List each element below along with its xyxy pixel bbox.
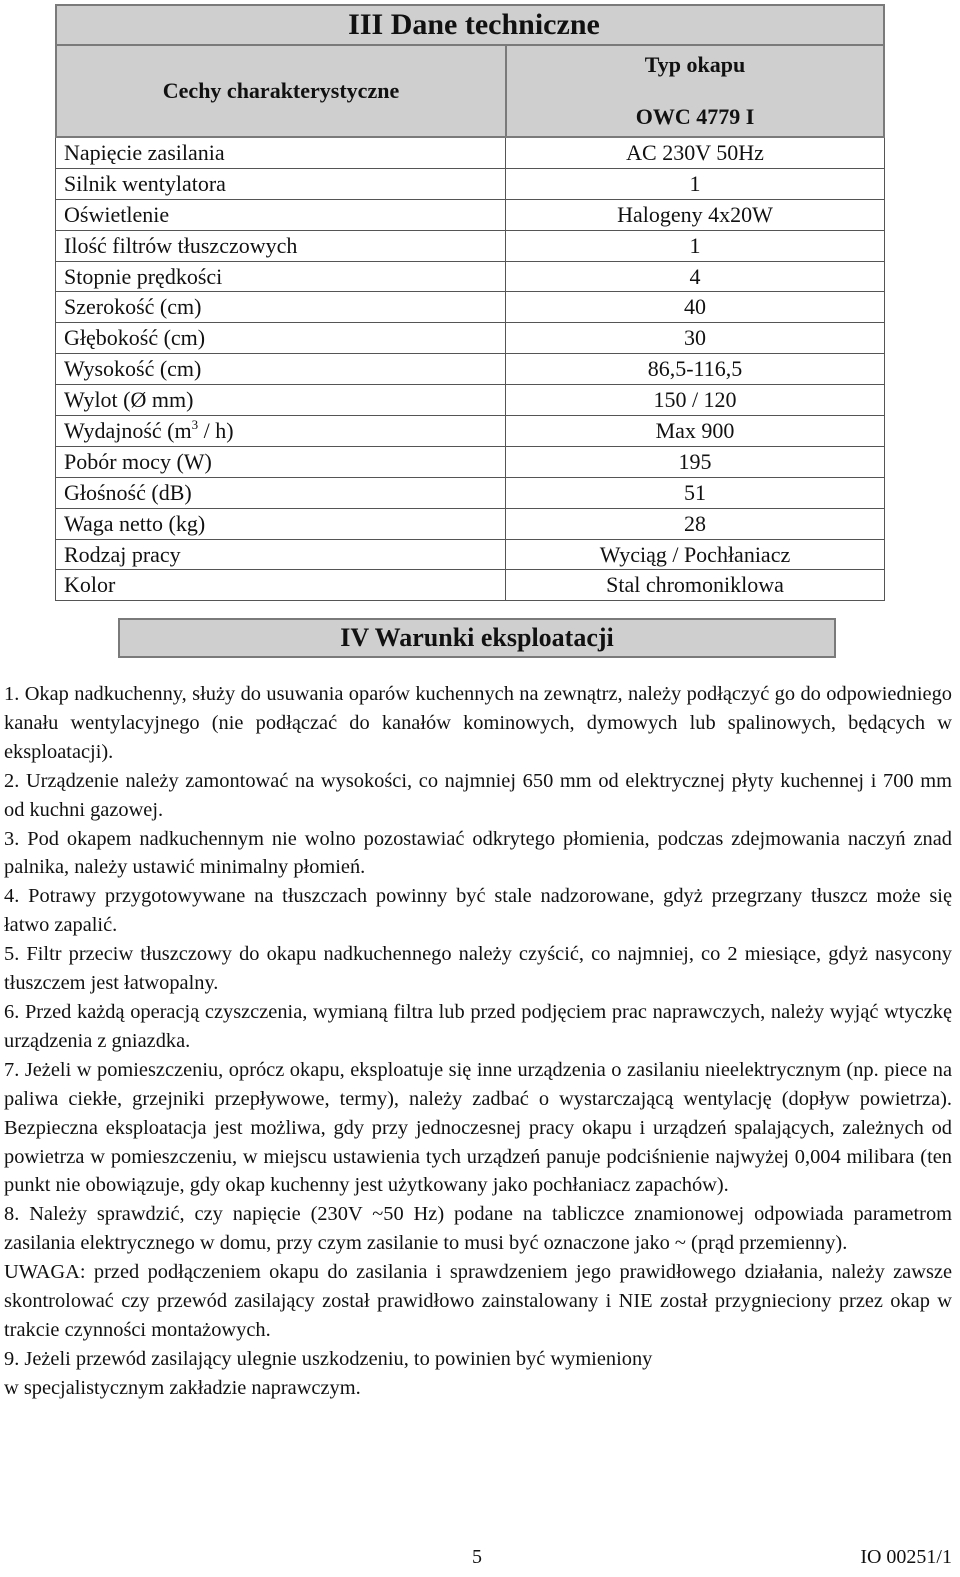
- row-label: [56, 416, 506, 446]
- table-row: [56, 291, 884, 322]
- row-value: 150 / 120: [653, 387, 737, 413]
- operating-conditions-text: [4, 680, 952, 1403]
- table-row: [56, 446, 884, 477]
- row-label: Silnik wentylatora: [56, 169, 506, 199]
- table-header: [55, 46, 885, 138]
- row-value: 195: [678, 448, 712, 474]
- paragraph: w specjalistycznym zakładzie naprawczym.: [4, 1376, 361, 1399]
- header-model-name: OWC 4779 I: [635, 104, 755, 129]
- row-value: Stal chromoniklowa: [606, 572, 784, 598]
- row-label: Rodzaj pracy: [56, 540, 506, 570]
- table-row: [56, 138, 884, 168]
- table-row: [56, 353, 884, 384]
- section-title-technical-data: III Dane techniczne: [55, 4, 885, 46]
- row-label: Wysokość (cm): [56, 354, 506, 384]
- table-row: [56, 168, 884, 199]
- table-row: [56, 199, 884, 230]
- table-row: [56, 508, 884, 539]
- row-label: Napięcie zasilania: [56, 138, 506, 168]
- row-value: 1: [689, 170, 701, 196]
- header-hood-type: [507, 46, 883, 136]
- paragraph: 2. Urządzenie należy zamontować na wysokości, co najmniej 650 mm od elektrycznej płyty kuchennej i 700 mm od kuchni gazowej.: [4, 769, 952, 821]
- paragraph: 1. Okap nadkuchenny, służy do usuwania oparów kuchennych na zewnątrz, należy podłączyć go do odpowiedniego kanału wentylacyjnego (nie podłączać do kanałów kominowych, dymowych lub spalinowych, będących w eksploatacji).: [4, 683, 952, 763]
- document-code: IO 00251/1: [860, 1546, 952, 1568]
- row-value: 86,5-116,5: [647, 356, 743, 382]
- row-label: Stopnie prędkości: [56, 262, 506, 292]
- row-label: Ilość filtrów tłuszczowych: [56, 231, 506, 261]
- paragraph: 4. Potrawy przygotowywane na tłuszczach powinny być stale nadzorowane, gdyż przegrzany tłuszcz może się łatwo zapalić.: [4, 885, 952, 937]
- row-value: 30: [684, 325, 706, 351]
- row-value: Max 900: [655, 418, 735, 444]
- row-label: Szerokość (cm): [56, 292, 506, 322]
- row-value: 51: [684, 479, 706, 505]
- row-value: AC 230V 50Hz: [626, 140, 764, 165]
- row-label: Pobór mocy (W): [56, 447, 506, 477]
- table-row: [56, 384, 884, 415]
- row-value: 1: [689, 232, 701, 258]
- row-label: Wylot (Ø mm): [56, 385, 506, 415]
- table-row: [56, 230, 884, 261]
- row-value: Halogeny 4x20W: [617, 201, 773, 227]
- table-row: [56, 539, 884, 570]
- paragraph: 3. Pod okapem nadkuchennym nie wolno pozostawiać odkrytego płomienia, podczas zdejmowania naczyń znad palnika, należy ustawić minimalny płomień.: [4, 827, 952, 879]
- paragraph: 8. Należy sprawdzić, czy napięcie (230V ~50 Hz) podane na tabliczce znamionowej odpowiada parametrom zasilania elektrycznego w domu, przy czym zasilanie to musi być oznaczone jako ~ (prąd przemienny).: [4, 1203, 952, 1255]
- table-row: [56, 569, 884, 600]
- row-label: Kolor: [56, 570, 506, 600]
- section-title-operating-conditions: IV Warunki eksploatacji: [118, 618, 836, 658]
- row-label: Głośność (dB): [56, 478, 506, 508]
- table-row: [56, 477, 884, 508]
- paragraph: 7. Jeżeli w pomieszczeniu, oprócz okapu, eksploatuje się inne urządzenia o zasilaniu nieelektrycznym (np. piece na paliwa ciekłe, grzejniki przepływowe, termy), należy zadbać o wystarczającą wentylację (dopływ powietrza). Bezpieczna eksploatacja jest możliwa, gdy przy jednoczesnej pracy okapu i urządzeń spalających, zależnych od powietrza w pomieszczeniu, w miejscu ustawienia tych urządzeń panuje podciśnienie najwyżej 0,004 milibara (ten punkt nie obowiązuje, gdy okap kuchenny jest użytkowany jako pochłaniacz zapachów).: [4, 1058, 952, 1197]
- paragraph: 6. Przed każdą operacją czyszczenia, wymianą filtra lub przed podjęciem prac naprawczych, należy wyjąć wtyczkę urządzenia z gniazdka.: [4, 1000, 952, 1052]
- row-label: Waga netto (kg): [56, 509, 506, 539]
- row-value: 40: [684, 294, 706, 320]
- technical-data-table: [55, 4, 885, 601]
- superscript-exponent: 3: [191, 417, 199, 433]
- warning-paragraph: UWAGA: przed podłączeniem okapu do zasilania i sprawdzeniem jego prawidłowego działania, należy zawsze skontrolować czy przewód zasilający został prawidłowo zainstalowany i NIE został przygnieciony przez okap w trakcie czynności montażowych.: [4, 1261, 952, 1341]
- table-row: [56, 261, 884, 292]
- row-label: Głębokość (cm): [56, 323, 506, 353]
- row-label: Oświetlenie: [56, 200, 506, 230]
- row-value: 4: [689, 263, 701, 289]
- row-label-text: Wydajność (m: [64, 418, 192, 444]
- header-characteristics: Cechy charakterystyczne: [57, 46, 507, 136]
- table-row: [56, 322, 884, 353]
- table-row: [56, 415, 884, 446]
- row-label-text-suffix: / h): [198, 418, 234, 444]
- paragraph: 5. Filtr przeciw tłuszczowy do okapu nadkuchennego należy czyścić, co najmniej, co 2 miesiące, gdyż nasycony tłuszczem jest łatwopalny.: [4, 943, 952, 995]
- row-value: Wyciąg / Pochłaniacz: [599, 541, 791, 567]
- paragraph: 9. Jeżeli przewód zasilający ulegnie uszkodzeniu, to powinien być wymieniony: [4, 1347, 653, 1370]
- row-value: 28: [684, 510, 706, 536]
- table-body: [55, 138, 885, 601]
- page-number: 5: [472, 1546, 482, 1568]
- header-type-label: Typ okapu: [644, 52, 746, 77]
